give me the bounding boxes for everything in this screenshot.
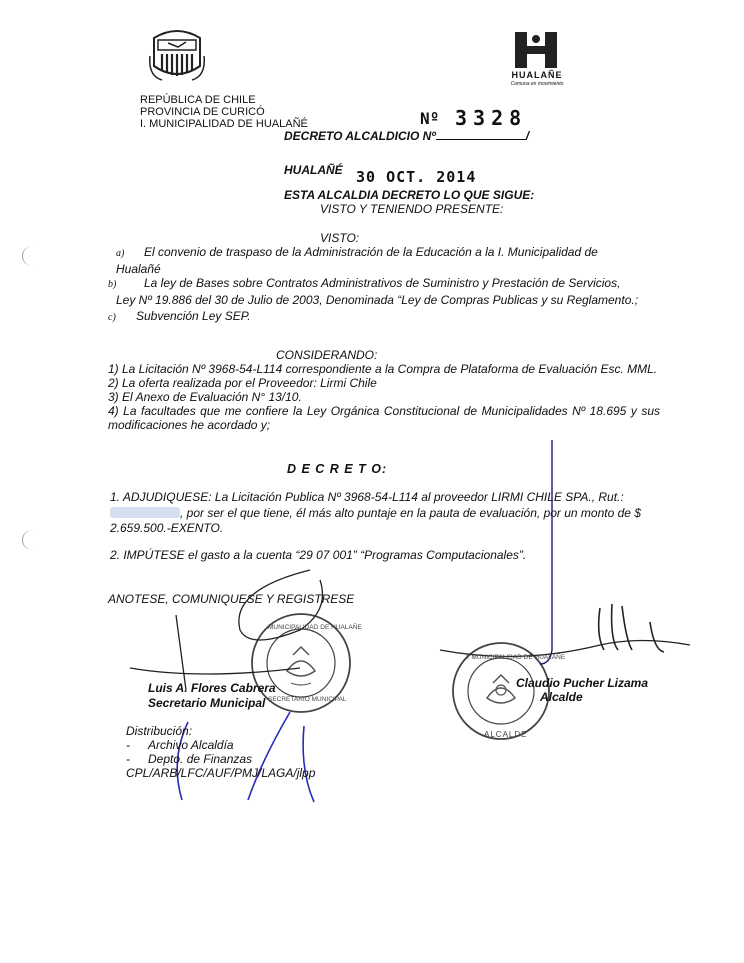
considerando-item: 4) La facultades que me confiere la Ley Orgánica Constitucional de Municipalidades Nº 18.695 y sus modificaciones he acordado y;: [108, 404, 660, 432]
decree-label: DECRETO ALCALDICIO Nº /: [284, 129, 530, 143]
resolve-line: ESTA ALCALDIA DECRETO LO QUE SIGUE:: [284, 188, 535, 202]
adjudique-lead: 1. ADJUDIQUESE:: [110, 490, 212, 504]
item-cont: Ley Nº 19.886 del 30 de Julio de 2003, Denominada “Ley de Compras Publicas y su Reglamento.;: [116, 292, 639, 307]
considerando-item: 2) La oferta realizada por el Proveedor: Lirmi Chile: [108, 376, 377, 390]
mayor-title: Alcalde: [540, 690, 583, 704]
secretary-name: Luis A. Flores Cabrera: [148, 681, 276, 695]
considerando-item: 3) El Anexo de Evaluación N° 13/10.: [108, 390, 302, 404]
item-marker: b): [108, 279, 117, 290]
item-marker: a): [116, 248, 125, 259]
decree-label-text: DECRETO ALCALDICIO Nº: [284, 129, 436, 143]
distribution-item: - Archivo Alcaldía: [126, 738, 234, 752]
secretary-seal-text-bottom: SECRETARIO MUNICIPAL: [268, 696, 347, 703]
adjudique-text-2: , por ser el que tiene, él más alto puntaje en la pauta de evaluación, por un monto de $: [180, 505, 641, 520]
mayor-seal-text-top: I. MUNICIPALIDAD DE HUALAÑE: [466, 654, 566, 661]
logo-name: HUALAÑE: [511, 70, 563, 80]
adjudique-amount: 2.659.500.-EXENTO.: [110, 521, 224, 535]
closing-line: ANOTESE, COMUNIQUESE Y REGISTRESE: [108, 592, 355, 606]
impute-text: el gasto a la cuenta “29 07 001” “Programas Computacionales”.: [184, 548, 527, 562]
date-stamp: 30 OCT. 2014: [356, 168, 477, 186]
visto-title: VISTO:: [320, 231, 360, 245]
org-line: I. MUNICIPALIDAD DE HUALAÑÉ: [140, 118, 308, 130]
secretary-seal-text-top: MUNICIPALIDAD DE HUALAÑE: [268, 624, 362, 631]
distribution-list: [126, 738, 252, 766]
item-cont: Hualañé: [116, 261, 161, 276]
org-line: PROVINCIA DE CURICÓ: [140, 106, 265, 118]
considerando-item: 1) La Licitación Nº 3968-54-L114 correspondiente a la Compra de Plataforma de Evaluación Esc. MML.: [108, 362, 658, 376]
item-text: La ley de Bases sobre Contratos Administrativos de Suministro y Prestación de Servicios,: [144, 276, 621, 290]
distribution-item: - Depto. de Finanzas: [126, 752, 253, 766]
item-text: Subvención Ley SEP.: [136, 309, 251, 323]
decreto-title: D E C R E T O:: [287, 462, 388, 476]
initials-line: CPL/ARB/LFC/AUF/PMJ/LAGA/jlpp: [126, 766, 316, 780]
item-text: El convenio de traspaso de la Administración de la Educación a la I. Municipalidad de: [144, 245, 598, 259]
having-seen-line: VISTO Y TENIENDO PRESENTE:: [320, 202, 504, 216]
secretary-title: Secretario Municipal: [148, 696, 266, 710]
place-name: HUALAÑÉ: [284, 163, 343, 177]
logo-tagline: Comuna en movimiento: [510, 81, 564, 87]
distribution-title: Distribución:: [126, 724, 193, 738]
stamp-prefix: Nº: [420, 109, 440, 128]
adjudique-text-1: La Licitación Publica Nº 3968-54-L114 al proveedor LIRMI CHILE SPA., Rut.:: [211, 490, 624, 504]
considerando-title: CONSIDERANDO:: [276, 348, 378, 362]
impute-lead: 2. IMPÚTESE: [110, 548, 185, 562]
mayor-name: Claudio Pucher Lizama: [516, 676, 649, 690]
org-line: REPÚBLICA DE CHILE: [140, 94, 256, 106]
decree-number: 3328: [455, 106, 528, 130]
item-marker: c): [108, 312, 116, 323]
mayor-seal-text-bottom: ALCALDE: [484, 730, 528, 739]
